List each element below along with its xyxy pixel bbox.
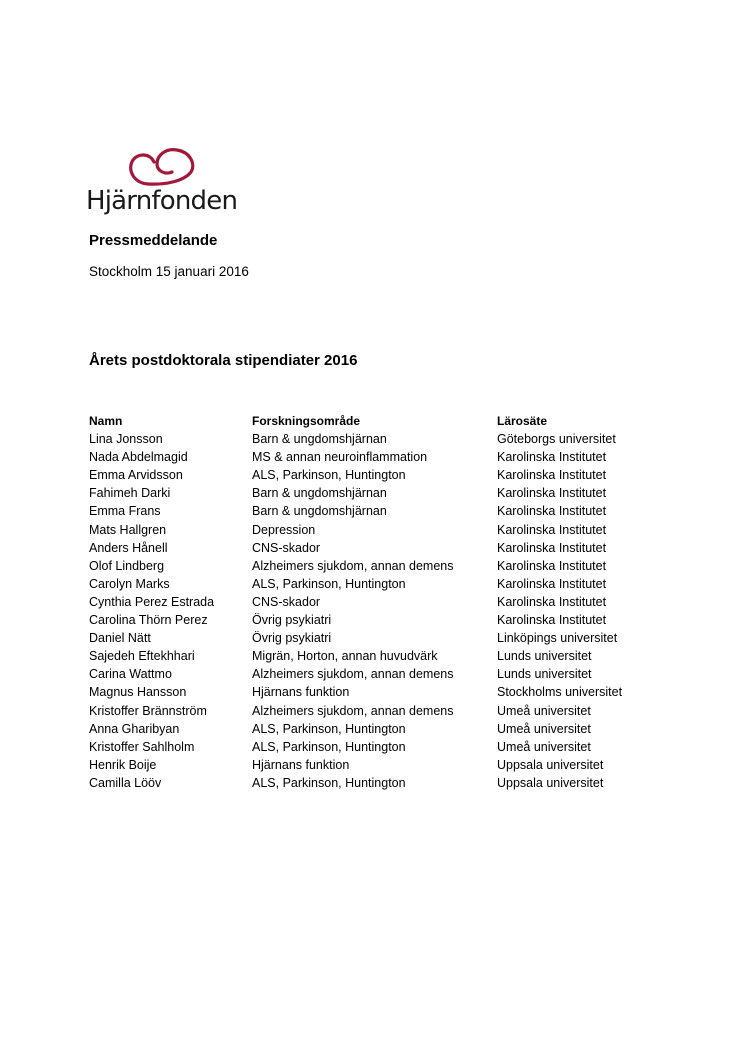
cell-name: Anders Hånell: [89, 540, 168, 555]
cell-area: Hjärnans funktion: [252, 757, 350, 772]
table-row: [89, 647, 649, 665]
cell-university: Uppsala universitet: [497, 775, 604, 790]
cell-name: Nada Abdelmagid: [89, 450, 188, 465]
cell-area: Alzheimers sjukdom, annan demens: [252, 667, 454, 682]
column-header-area: Forskningsområde: [252, 414, 361, 428]
cell-name: Lina Jonsson: [89, 432, 163, 447]
cell-university: Karolinska Institutet: [497, 576, 607, 591]
cell-area: Depression: [252, 522, 316, 537]
cell-name: Carolina Thörn Perez: [89, 613, 208, 628]
table-row: [89, 702, 649, 720]
cell-university: Lunds universitet: [497, 667, 592, 682]
cell-name: Emma Arvidsson: [89, 468, 183, 483]
hjarnfonden-logo: [86, 146, 246, 218]
cell-area: CNS-skador: [252, 540, 321, 555]
cell-university: Karolinska Institutet: [497, 558, 607, 573]
table-row: [89, 539, 649, 557]
cell-area: Hjärnans funktion: [252, 685, 350, 700]
cell-area: ALS, Parkinson, Huntington: [252, 468, 406, 483]
table-header-row: [89, 412, 649, 430]
cell-area: Alzheimers sjukdom, annan demens: [252, 558, 454, 573]
cell-university: Stockholms universitet: [497, 685, 623, 700]
cell-name: Kristoffer Sahlholm: [89, 739, 195, 754]
column-header-university: Lärosäte: [497, 414, 548, 428]
table-row: [89, 720, 649, 738]
document-type-label: Pressmeddelande: [89, 232, 218, 249]
table-row: [89, 466, 649, 484]
cell-university: Karolinska Institutet: [497, 504, 607, 519]
cell-area: Alzheimers sjukdom, annan demens: [252, 703, 454, 718]
cell-name: Kristoffer Brännström: [89, 703, 207, 718]
table-body: [89, 430, 649, 792]
table-row: [89, 448, 649, 466]
table-row: [89, 738, 649, 756]
cell-area: ALS, Parkinson, Huntington: [252, 739, 406, 754]
table-row: [89, 683, 649, 701]
cell-area: Migrän, Horton, annan huvudvärk: [252, 649, 438, 664]
cell-name: Fahimeh Darki: [89, 486, 171, 501]
cell-area: ALS, Parkinson, Huntington: [252, 775, 406, 790]
cell-name: Mats Hallgren: [89, 522, 167, 537]
table-row: [89, 430, 649, 448]
table-row: [89, 593, 649, 611]
cell-area: ALS, Parkinson, Huntington: [252, 721, 406, 736]
table-row: [89, 611, 649, 629]
scholar-table: [89, 412, 649, 792]
cell-area: CNS-skador: [252, 594, 321, 609]
cell-area: MS & annan neuroinflammation: [252, 450, 428, 465]
cell-area: Övrig psykiatri: [252, 613, 332, 628]
cell-university: Karolinska Institutet: [497, 486, 607, 501]
cell-name: Henrik Boije: [89, 757, 157, 772]
table-row: [89, 774, 649, 792]
cell-university: Umeå universitet: [497, 739, 591, 754]
table-row: [89, 502, 649, 520]
cell-university: Uppsala universitet: [497, 757, 604, 772]
cell-name: Olof Lindberg: [89, 558, 165, 573]
column-header-name: Namn: [89, 414, 123, 428]
table-row: [89, 756, 649, 774]
brain-swirl-logo-icon: [124, 146, 196, 188]
cell-name: Carolyn Marks: [89, 576, 170, 591]
cell-name: Anna Gharibyan: [89, 721, 180, 736]
cell-name: Camilla Lööv: [89, 775, 162, 790]
cell-university: Karolinska Institutet: [497, 540, 607, 555]
cell-university: Umeå universitet: [497, 721, 591, 736]
cell-name: Daniel Nätt: [89, 631, 151, 646]
cell-name: Cynthia Perez Estrada: [89, 594, 215, 609]
cell-university: Lunds universitet: [497, 649, 592, 664]
table-row: [89, 629, 649, 647]
table-row: [89, 484, 649, 502]
cell-area: Barn & ungdomshjärnan: [252, 504, 387, 519]
table-row: [89, 665, 649, 683]
cell-university: Göteborgs universitet: [497, 432, 616, 447]
cell-university: Umeå universitet: [497, 703, 591, 718]
cell-area: Barn & ungdomshjärnan: [252, 432, 387, 447]
cell-area: Barn & ungdomshjärnan: [252, 486, 387, 501]
cell-university: Karolinska Institutet: [497, 613, 607, 628]
cell-area: Övrig psykiatri: [252, 631, 332, 646]
cell-university: Karolinska Institutet: [497, 450, 607, 465]
cell-name: Emma Frans: [89, 504, 161, 519]
cell-name: Carina Wattmo: [89, 667, 172, 682]
table-row: [89, 521, 649, 539]
logo-wordmark: Hjärnfonden: [86, 186, 238, 216]
cell-name: Magnus Hansson: [89, 685, 187, 700]
cell-university: Karolinska Institutet: [497, 594, 607, 609]
page-title: Årets postdoktorala stipendiater 2016: [89, 352, 358, 369]
cell-name: Sajedeh Eftekhhari: [89, 649, 195, 664]
table-row: [89, 557, 649, 575]
cell-area: ALS, Parkinson, Huntington: [252, 576, 406, 591]
cell-university: Karolinska Institutet: [497, 468, 607, 483]
cell-university: Linköpings universitet: [497, 631, 618, 646]
dateline: Stockholm 15 januari 2016: [89, 264, 249, 279]
cell-university: Karolinska Institutet: [497, 522, 607, 537]
table-row: [89, 575, 649, 593]
